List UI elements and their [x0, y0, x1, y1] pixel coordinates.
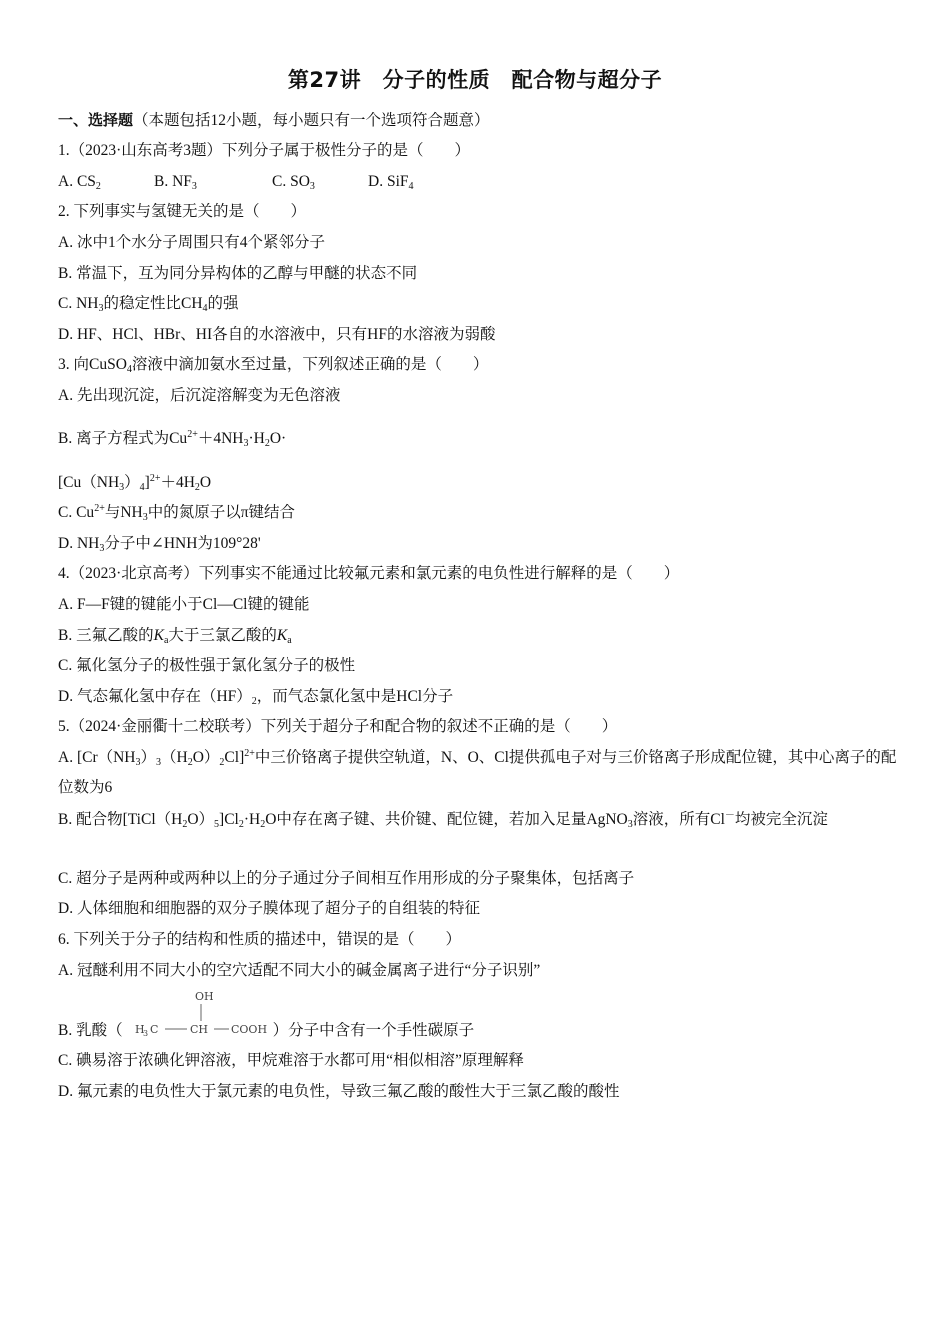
q2-option-a: A. 冰中1个水分子周围只有4个紧邻分子	[58, 234, 325, 251]
struct-cooh-label: COOH	[230, 1023, 267, 1037]
question-5-stem: 5.（2024·金丽衢十二校联考）下列关于超分子和配合物的叙述不正确的是（ ）	[58, 718, 618, 735]
q1-option-b: B. $NF_3$	[154, 173, 197, 192]
section-note: （本题包括12小题，每小题只有一个选项符合题意）	[133, 112, 490, 129]
question-1-stem: 1.（2023·山东高考3题）下列分子属于极性分子的是（ ）	[58, 142, 471, 159]
struct-c-label: C	[149, 1023, 159, 1037]
question-3-stem: 3. 向CuSO$_4$溶液中滴加氨水至过量，下列叙述正确的是（ ）	[58, 356, 489, 375]
q3-option-b-continued: $[Cu(NH_3)_4]^{2+}+4H_2O$	[58, 473, 212, 493]
struct-h-label: H	[134, 1023, 145, 1037]
section-heading-label: 一、选择题	[58, 111, 134, 129]
q2-option-b: B. 常温下，互为同分异构体的乙醇与甲醚的状态不同	[58, 265, 418, 282]
q4-option-b: B. 三氟乙酸的$K_a$大于三氯乙酸的$K_a$	[58, 627, 292, 646]
q5-option-c: C. 超分子是两种或两种以上的分子通过分子间相互作用形成的分子聚集体，包括离子	[58, 870, 635, 887]
q3-option-d: D. $NH_3$分子中∠HNH为109°28'	[58, 535, 261, 554]
q2-option-c: C. $NH_3$的稳定性比$CH_4$的强	[58, 295, 239, 314]
q5-option-d: D. 人体细胞和细胞器的双分子膜体现了超分子的自组装的特征	[58, 900, 480, 917]
q6-option-d: D. 氟元素的电负性大于氯元素的电负性，导致三氟乙酸的酸性大于三氯乙酸的酸性	[58, 1083, 620, 1100]
question-2-stem: 2. 下列事实与氢键无关的是（ ）	[58, 203, 307, 220]
question-4-stem: 4.（2023·北京高考）下列事实不能通过比较氟元素和氯元素的电负性进行解释的是（ ）	[58, 565, 680, 582]
q4-option-c: C. 氟化氢分子的极性强于氯化氢分子的极性	[58, 657, 356, 674]
question-1-options	[58, 172, 898, 192]
q3-option-a: A. 先出现沉淀，后沉淀溶解变为无色溶液	[58, 387, 341, 404]
q3-option-c: C. $Cu^{2+}$与$NH_3$中的氮原子以π键结合	[58, 503, 296, 523]
lactic-acid-structure-drawing	[123, 987, 273, 1043]
section-heading	[58, 110, 898, 131]
struct-ch-label: CH	[189, 1023, 208, 1037]
page-title: 第27讲 分子的性质 配合物与超分子	[287, 68, 663, 92]
q6-option-a: A. 冠醚利用不同大小的空穴适配不同大小的碱金属离子进行“分子识别”	[58, 962, 541, 979]
lactic-acid-structure	[123, 990, 273, 1041]
q4-option-a: A. F—F键的键能小于Cl—Cl键的键能	[58, 596, 310, 613]
question-6-stem: 6. 下列关于分子的结构和性质的描述中，错误的是（ ）	[58, 931, 462, 948]
q2-option-d: D. HF、HCl、HBr、HI各自的水溶液中，只有HF的水溶液为弱酸	[58, 326, 496, 343]
struct-h-subscript: 3	[142, 1029, 148, 1039]
q4-option-d: D. 气态氟化氢中存在$(HF)_2$，而气态氯化氢中是HCl分子	[58, 688, 454, 707]
q6-option-c: C. 碘易溶于浓碘化钾溶液，甲烷难溶于水都可用“相似相溶”原理解释	[58, 1052, 524, 1069]
q5-option-b: B. 配合物$[TiCl(H_2O)_5]Cl_2\cdot H_2O$中存在离子键、共价键、配位键，若加入足量AgNO$_3$溶液，所有Cl－均被完全沉淀	[58, 810, 828, 830]
q1-option-d: D. SiF$_4$	[368, 173, 414, 192]
q1-option-c: C. $SO_3$	[272, 173, 315, 192]
q1-option-a: A. $CS_2$	[58, 173, 101, 192]
q5-option-a: A. $[Cr(NH_3)_3(H_2O)_2Cl]^{2+}$中三价铬离子提供空轨道，N、O、Cl提供孤电子对与三价铬离子形成配位键，其中心离子的配位数为6	[58, 748, 897, 796]
q3-option-b: B. 离子方程式为$Cu^{2+}+4NH_3\cdot H_2O\cdot$	[58, 429, 287, 449]
q6-option-b: B. 乳酸（ OH H 3 C CH COOH ）分子中含有一个手性碳原子	[58, 1021, 898, 1041]
struct-oh-label: OH	[194, 990, 214, 1004]
